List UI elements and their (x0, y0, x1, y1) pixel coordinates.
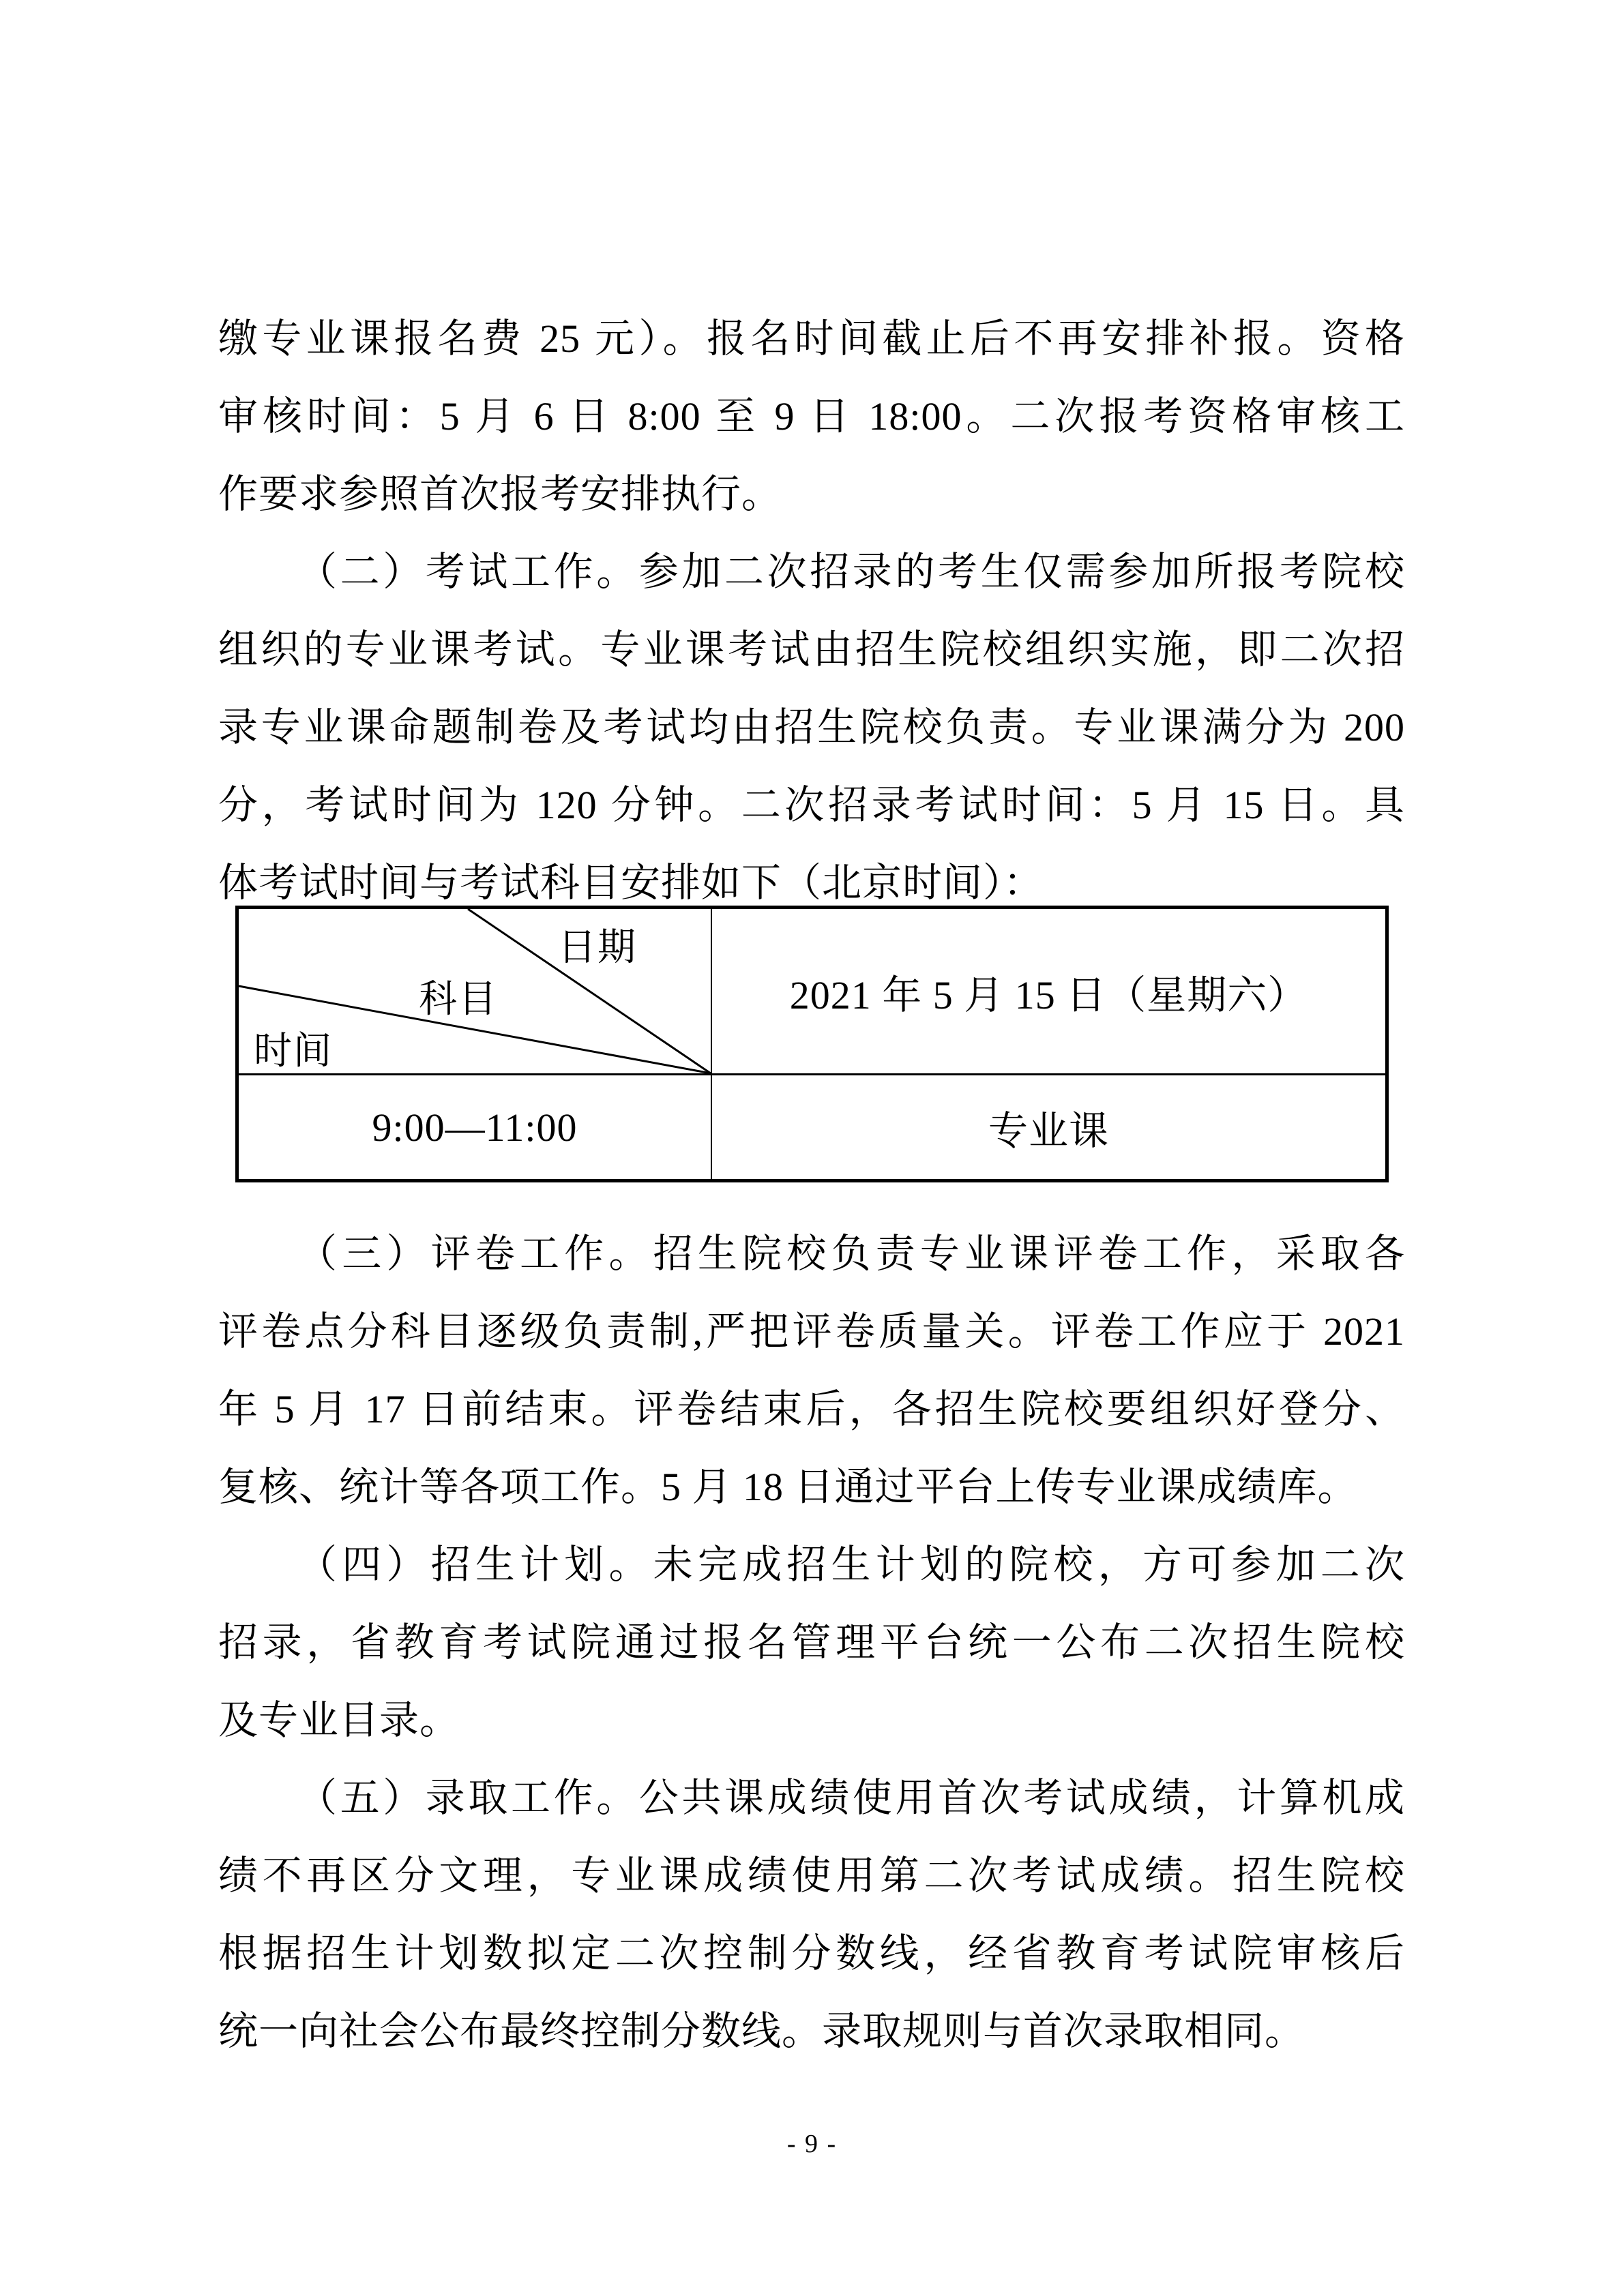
time-cell: 9:00—11:00 (372, 1105, 578, 1150)
text-line: 招录，省教育考试院通过报名管理平台统一公布二次招生院校 (218, 1620, 1405, 1665)
corner-time-label: 时间 (254, 1030, 333, 1073)
subject-cell: 专业课 (988, 1109, 1109, 1153)
body-paragraph-4 (218, 1526, 1405, 1759)
text-line: （四）招生计划。未完成招生计划的院校，方可参加二次 (297, 1542, 1405, 1587)
text-line: 体考试时间与考试科目安排如下（北京时间）： (218, 861, 1044, 905)
text-line: 缴专业课报名费 25 元）。报名时间截止后不再安排补报。资格 (218, 316, 1405, 361)
text-line: 复核、统计等各项工作。5 月 18 日通过平台上传专业课成绩库。 (218, 1465, 1358, 1509)
body-paragraph-2 (218, 533, 1405, 922)
text-line: 及专业目录。 (218, 1698, 460, 1742)
date-header-cell: 2021 年 5 月 15 日（星期六） (789, 972, 1308, 1017)
body-paragraph-1 (218, 300, 1405, 533)
body-paragraph-5 (218, 1759, 1405, 2070)
text-line: （二）考试工作。参加二次招录的考生仅需参加所报考院校 (297, 550, 1405, 594)
exam-schedule-table (235, 906, 1389, 1182)
corner-date-label: 日期 (558, 927, 637, 969)
text-line: （五）录取工作。公共课成绩使用首次考试成绩，计算机成 (297, 1776, 1405, 1820)
text-line: 组织的专业课考试。专业课考试由招生院校组织实施，即二次招 (218, 627, 1405, 672)
text-line: 作要求参照首次报考安排执行。 (218, 472, 782, 516)
text-line: 审核时间：5 月 6 日 8:00 至 9 日 18:00。二次报考资格审核工 (218, 394, 1405, 438)
text-line: 评卷点分科目逐级负责制,严把评卷质量关。评卷工作应于 2021 (218, 1309, 1405, 1354)
text-line: 绩不再区分文理，专业课成绩使用第二次考试成绩。招生院校 (218, 1853, 1405, 1898)
page-number: - 9 - (786, 2130, 838, 2158)
text-line: 年 5 月 17 日前结束。评卷结束后，各招生院校要组织好登分、 (218, 1387, 1405, 1431)
corner-subject-label: 科目 (419, 979, 498, 1021)
table-corner-cell (239, 909, 711, 1073)
text-line: 根据招生计划数拟定二次控制分数线，经省教育考试院审核后 (218, 1931, 1405, 1976)
text-line: 统一向社会公布最终控制分数线。录取规则与首次录取相同。 (218, 2009, 1305, 2053)
text-line: （三）评卷工作。招生院校负责专业课评卷工作，采取各 (297, 1232, 1405, 1276)
text-line: 录专业课命题制卷及考试均由招生院校负责。专业课满分为 200 (218, 705, 1405, 749)
text-line: 分，考试时间为 120 分钟。二次招录考试时间：5 月 15 日。具 (218, 783, 1405, 827)
body-paragraph-3 (218, 1215, 1405, 1526)
